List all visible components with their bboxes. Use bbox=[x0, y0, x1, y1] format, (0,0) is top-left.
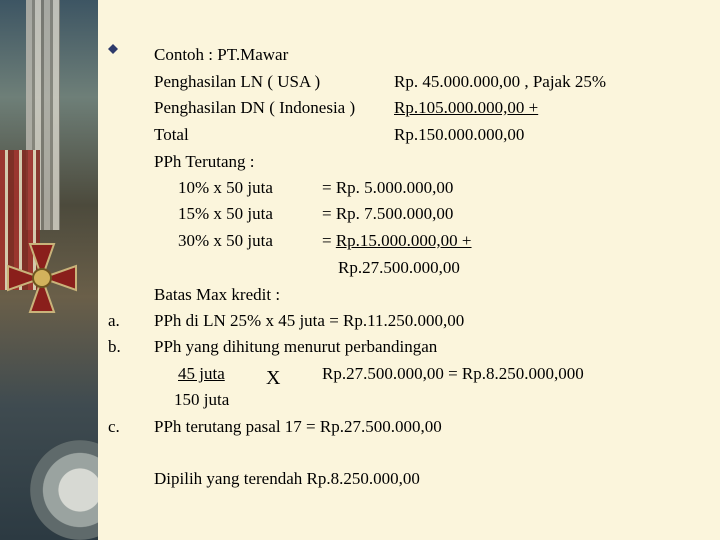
decorative-sidebar-medals bbox=[0, 0, 98, 540]
compass-icon bbox=[30, 440, 98, 540]
fraction-numerator: 45 juta bbox=[178, 364, 225, 383]
dn-label: Penghasilan DN ( Indonesia ) bbox=[154, 98, 356, 117]
ln-label: Penghasilan LN ( USA ) bbox=[154, 72, 321, 91]
rate-1-value: = Rp. 5.000.000,00 bbox=[322, 178, 454, 197]
total-label: Total bbox=[154, 125, 189, 144]
total-value: Rp.150.000.000,00 bbox=[394, 125, 525, 144]
ln-value: Rp. 45.000.000,00 , Pajak 25% bbox=[394, 72, 607, 91]
conclusion-text: Dipilih yang terendah Rp.8.250.000,00 bbox=[154, 469, 420, 488]
rate-3-value: = Rp.15.000.000,00 + bbox=[322, 231, 472, 250]
fraction-result: Rp.27.500.000,00 = Rp.8.250.000,000 bbox=[322, 364, 584, 383]
rate-1-label: 10% x 50 juta bbox=[178, 178, 273, 197]
fraction-denominator: 150 juta bbox=[174, 390, 230, 409]
rate-2-value: = Rp. 7.500.000,00 bbox=[322, 204, 454, 223]
title-line: Contoh : PT.Mawar bbox=[154, 45, 289, 64]
bullet-icon bbox=[108, 44, 118, 54]
rate-sum-value: Rp.27.500.000,00 bbox=[338, 258, 460, 277]
item-b-text: PPh yang dihitung menurut perbandingan bbox=[154, 337, 438, 356]
marker-c: c. bbox=[108, 417, 120, 436]
marker-b: b. bbox=[108, 337, 121, 356]
rate-3-label: 30% x 50 juta bbox=[178, 231, 273, 250]
multiply-sign: X bbox=[266, 367, 281, 389]
item-c-text: PPh terutang pasal 17 = Rp.27.500.000,00 bbox=[154, 417, 442, 436]
dn-value: Rp.105.000.000,00 + bbox=[394, 98, 539, 117]
maltese-cross-medal-icon bbox=[2, 238, 82, 318]
pph-terutang-heading: PPh Terutang : bbox=[154, 152, 255, 171]
item-a-text: PPh di LN 25% x 45 juta = Rp.11.250.000,00 bbox=[154, 311, 465, 330]
batas-heading: Batas Max kredit : bbox=[154, 285, 281, 304]
rate-2-label: 15% x 50 juta bbox=[178, 204, 273, 223]
marker-a: a. bbox=[108, 311, 120, 330]
